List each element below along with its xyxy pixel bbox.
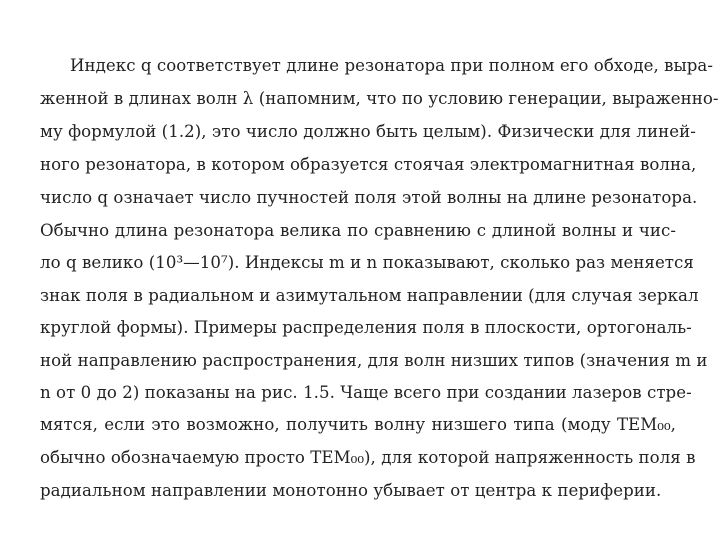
text-line-8: знак поля в радиальном и азимутальном направлении (для случая зеркал xyxy=(40,286,699,305)
text-line-12: мятся, если это возможно, получить волну низшего типа (моду TEM₀₀, xyxy=(40,415,676,434)
text-line-7: ло q велико (10³—10⁷). Индексы m и n показывают, сколько раз меняется xyxy=(40,253,694,272)
text-line-13: обычно обозначаемую просто TEM₀₀), для которой напряженность поля в xyxy=(40,448,696,467)
text-line-10: ной направлению распространения, для волн низших типов (значения m и xyxy=(40,351,708,370)
text-line-9: круглой формы). Примеры распределения поля в плоскости, ортогональ- xyxy=(40,318,692,337)
text-line-3: му формулой (1.2), это число должно быть целым). Физически для линей- xyxy=(40,122,696,141)
text-line-11: n от 0 до 2) показаны на рис. 1.5. Чаще всего при создании лазеров стре- xyxy=(40,383,692,402)
text-line-2: женной в длинах волн λ (напомним, что по условию генерации, выраженно- xyxy=(40,89,719,108)
text-line-5: число q означает число пучностей поля этой волны на длине резонатора. xyxy=(40,188,698,207)
text-line-4: ного резонатора, в котором образуется стоячая электромагнитная волна, xyxy=(40,155,697,174)
text-line-6: Обычно длина резонатора велика по сравнению с длиной волны и чис- xyxy=(40,221,676,240)
text-line-14: радиальном направлении монотонно убывает от центра к периферии. xyxy=(40,481,662,500)
text-line-1: Индекс q соответствует длине резонатора при полном его обходе, выра- xyxy=(70,56,714,75)
